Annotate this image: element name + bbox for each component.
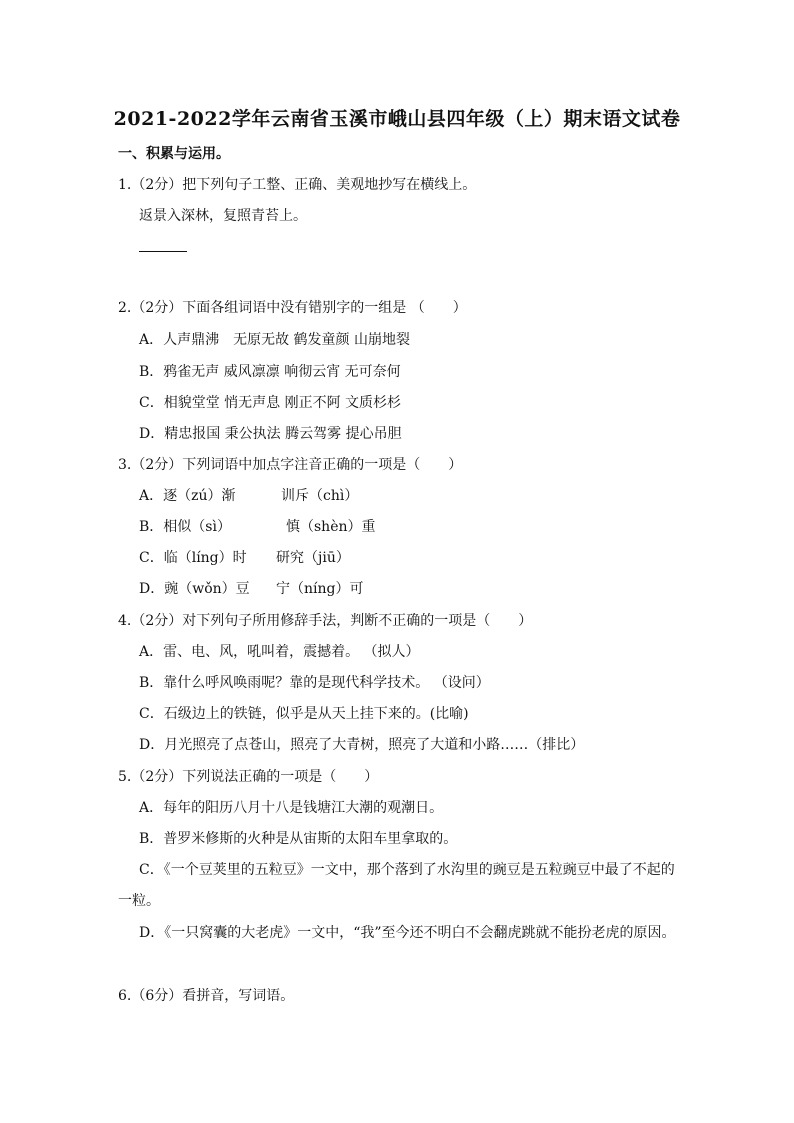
question-4-option-a: A．雷、电、风，吼叫着，震撼着。 （拟人） bbox=[139, 644, 420, 660]
question-1-stem: 1.（2分）把下列句子工整、正确、美观地抄写在横线上。 bbox=[118, 177, 477, 193]
answer-blank-line bbox=[139, 251, 187, 252]
question-4-option-c: C．石级边上的铁链，似乎是从天上挂下来的。(比喻) bbox=[139, 706, 469, 722]
question-5-option-b: B．普罗米修斯的火种是从宙斯的太阳车里拿取的。 bbox=[139, 831, 458, 847]
question-3-option-a-word2: 训斥（chì） bbox=[281, 488, 359, 504]
exam-title: 2021-2022学年云南省玉溪市峨山县四年级（上）期末语文试卷 bbox=[113, 108, 681, 130]
question-2-option-b: B．鸦雀无声 威风凛凛 响彻云宵 无可奈何 bbox=[139, 364, 401, 380]
question-3-option-d-word2: 宁（níng）可 bbox=[276, 581, 364, 597]
question-2-option-d: D．精忠报国 秉公执法 腾云驾雾 提心吊胆 bbox=[139, 426, 402, 442]
question-3-stem: 3.（2分）下列词语中加点字注音正确的一项是（ ） bbox=[118, 457, 463, 473]
question-3-option-c-word2: 研究（jiū） bbox=[276, 550, 350, 566]
question-3-option-b-word1: B．相似（sì） bbox=[139, 519, 231, 535]
question-2-option-c: C．相貌堂堂 悄无声息 刚正不阿 文质杉杉 bbox=[139, 395, 402, 411]
question-3-option-d-word1: D．豌（wǒn）豆 bbox=[139, 581, 250, 597]
question-3-option-a-word1: A．逐（zú）渐 bbox=[139, 488, 236, 504]
question-1-sentence: 返景入深林，复照青苔上。 bbox=[139, 208, 307, 224]
question-5-option-c-continued: 一粒。 bbox=[118, 893, 160, 909]
question-5-stem: 5.（2分）下列说法正确的一项是（ ） bbox=[118, 769, 379, 785]
question-6-stem: 6.（6分）看拼音，写词语。 bbox=[118, 988, 295, 1004]
question-3-option-c-word1: C．临（líng）时 bbox=[139, 550, 247, 566]
question-5-option-d: D．《一只窝囊的大老虎》一文中，“我”至今还不明白不会翻虎跳就不能扮老虎的原因。 bbox=[139, 925, 676, 941]
question-3-option-b-word2: 慎（shèn）重 bbox=[286, 519, 376, 535]
question-4-stem: 4.（2分）对下列句子所用修辞手法，判断不正确的一项是（ ） bbox=[118, 613, 533, 629]
question-5-option-a: A．每年的阳历八月十八是钱塘江大潮的观潮日。 bbox=[139, 800, 444, 816]
question-5-option-c: C．《一个豆荚里的五粒豆》一文中，那个落到了水沟里的豌豆是五粒豌豆中最了不起的 bbox=[139, 862, 675, 878]
section-heading: 一、积累与运用。 bbox=[118, 146, 230, 162]
question-4-option-d: D．月光照亮了点苍山，照亮了大青树，照亮了大道和小路……（排比） bbox=[139, 737, 585, 753]
question-2-option-a: A．人声鼎沸 无原无故 鹤发童颜 山崩地裂 bbox=[139, 332, 411, 348]
question-2-stem: 2.（2分）下面各组词语中没有错别字的一组是 （ ） bbox=[118, 300, 467, 316]
question-4-option-b: B．靠什么呼风唤雨呢？靠的是现代科学技术。 （设问） bbox=[139, 675, 490, 691]
